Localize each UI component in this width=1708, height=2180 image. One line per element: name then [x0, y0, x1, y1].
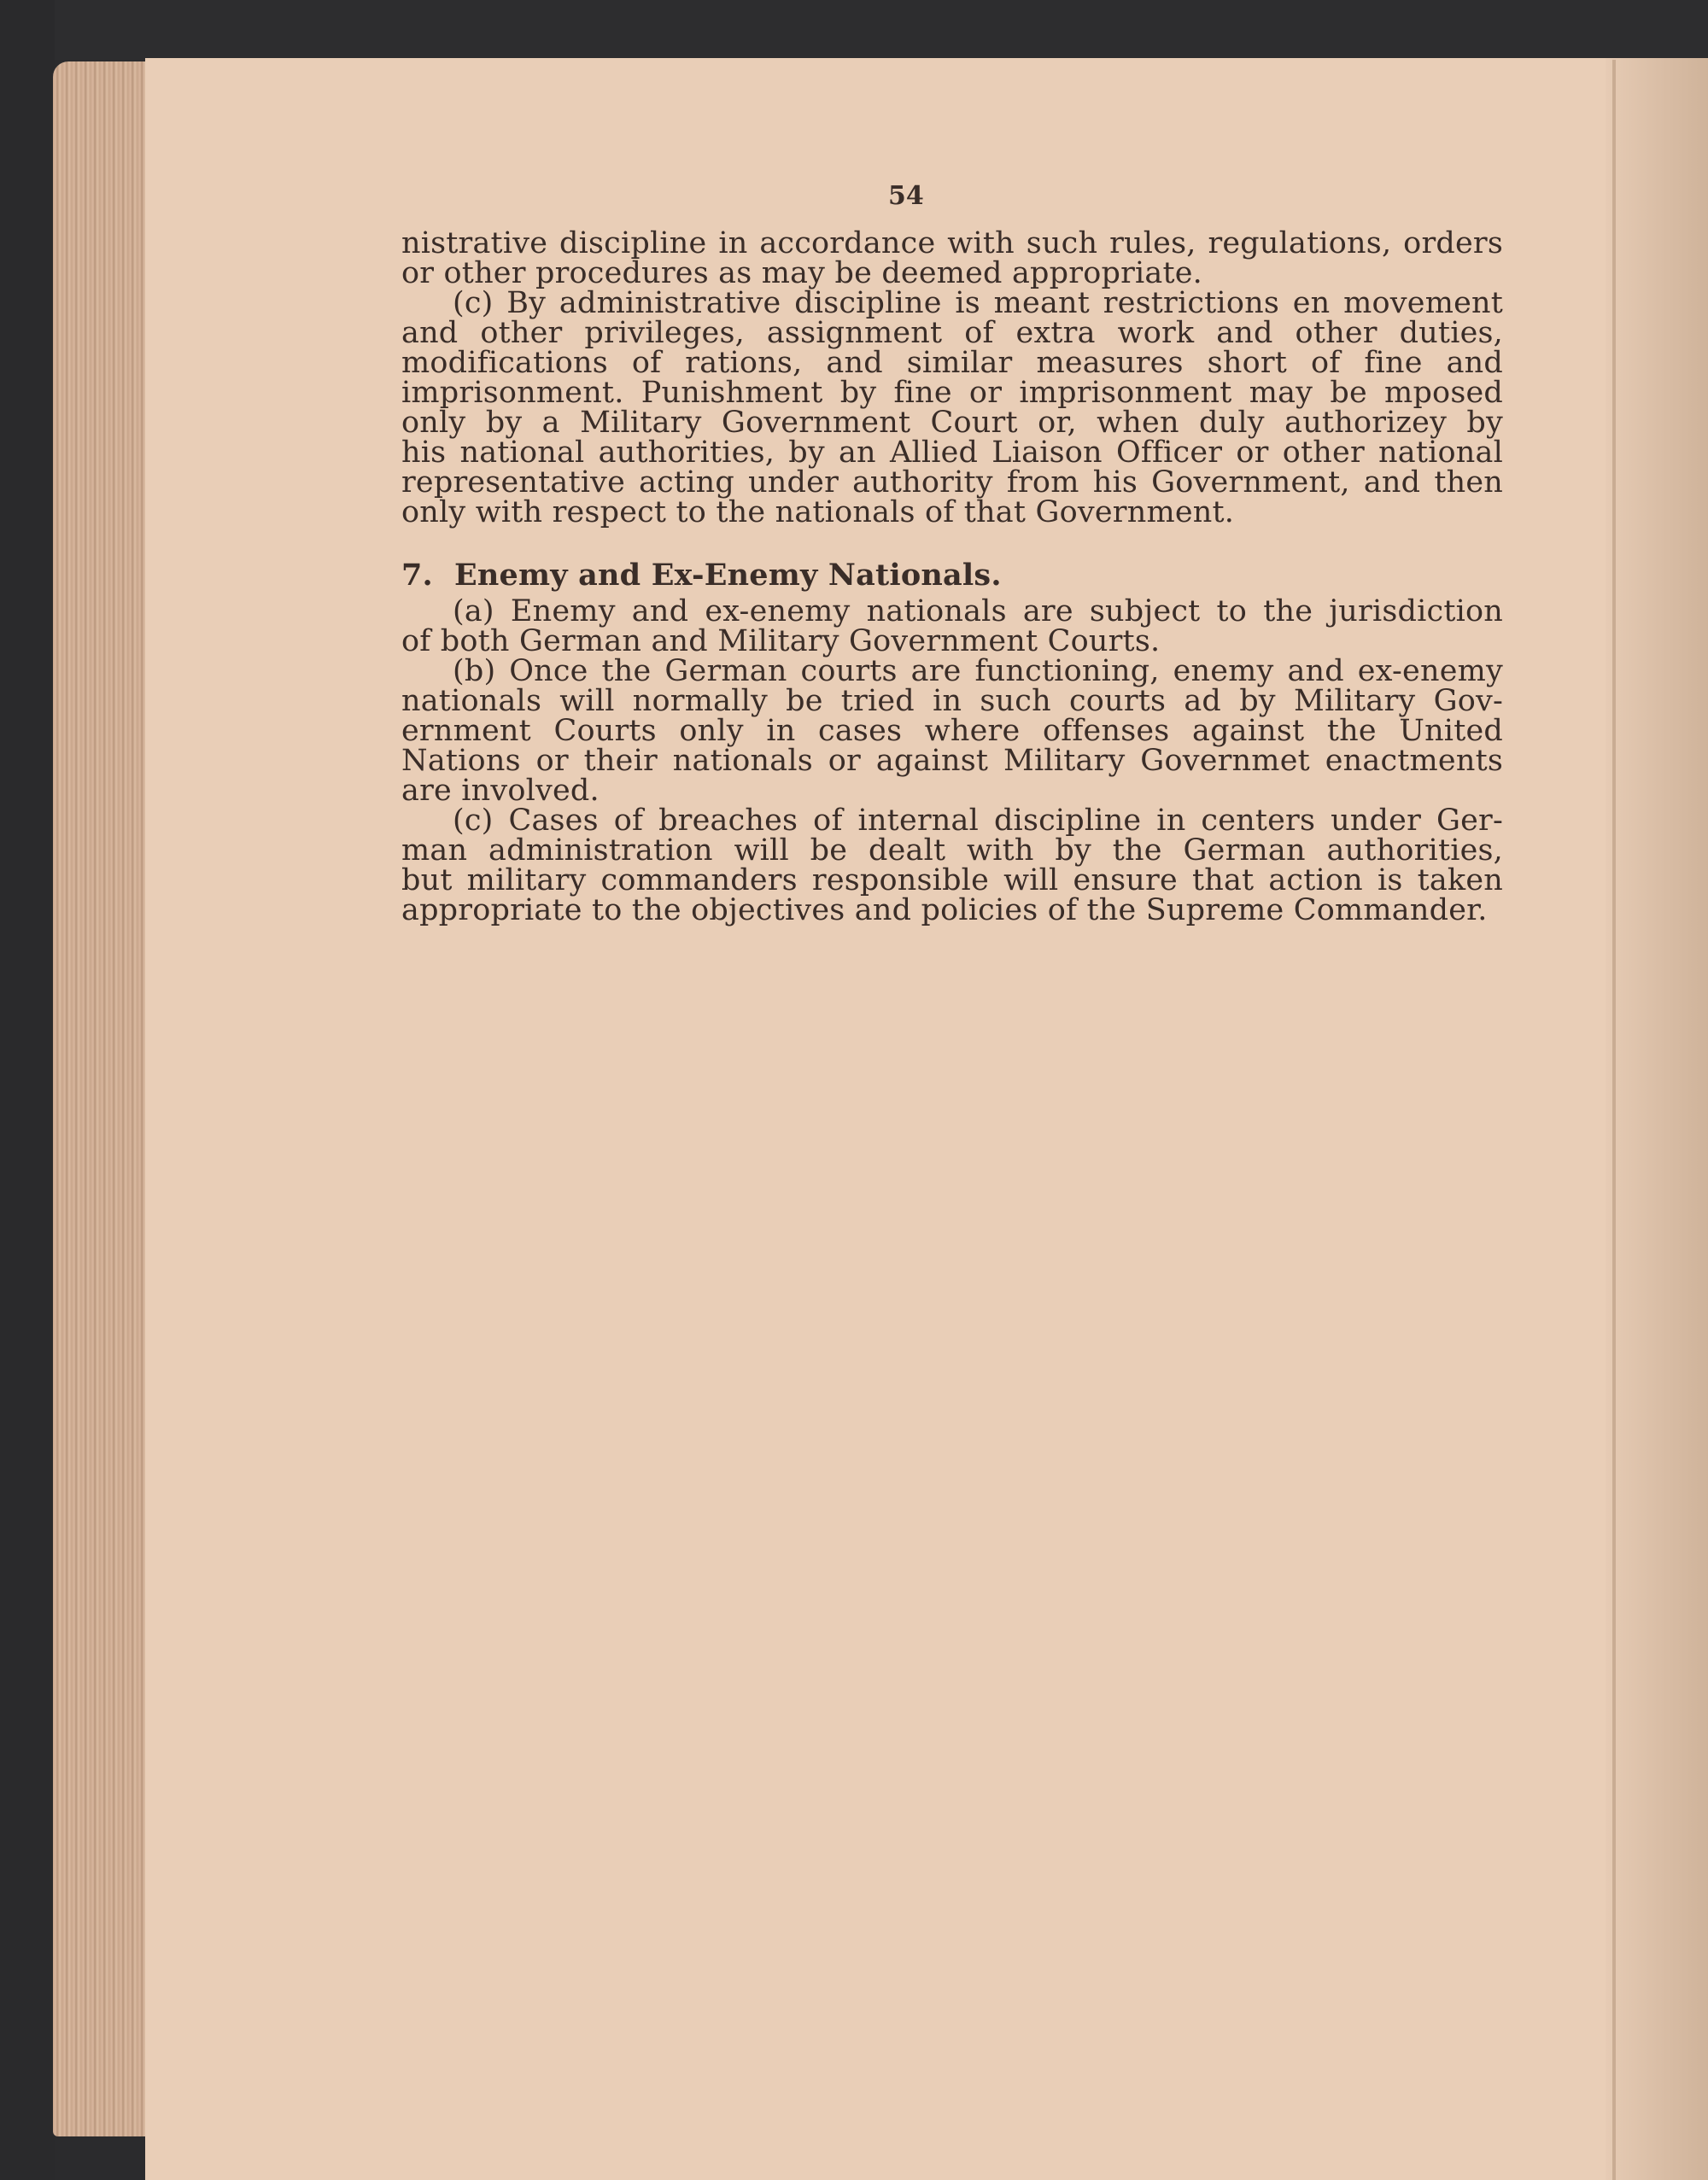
text-line: (a) Enemy and ex-enemy nationals are subject to the jurisdiction	[453, 594, 1503, 628]
text-line: of both German and Military Government Courts.	[401, 624, 1161, 658]
text-line: Nations or their nationals or against Military Governmet enactments	[401, 744, 1503, 778]
section-number: 7.	[401, 558, 433, 593]
text-line: nistrative discipline in accordance with such rules, regulations, orders	[401, 226, 1503, 260]
text-line: modifications of rations, and similar measures short of fine and	[401, 346, 1503, 380]
text-line: only with respect to the nationals of that Government.	[401, 495, 1235, 529]
book-gutter	[1606, 58, 1708, 2180]
page-number: 54	[888, 181, 924, 211]
text-line: (b) Once the German courts are functioning, enemy and ex-enemy	[453, 654, 1503, 688]
scanner-background-left	[0, 0, 55, 2180]
text-line: imprisonment. Punishment by fine or imprisonment may be mposed	[401, 376, 1503, 410]
text-line: and other privileges, assignment of extra work and other duties,	[401, 316, 1503, 350]
text-line: are involved.	[401, 774, 600, 808]
paragraph-continuation	[401, 226, 1503, 290]
body-text	[401, 226, 1503, 927]
text-line: his national authorities, by an Allied Liaison Officer or other national	[401, 435, 1503, 470]
text-line: ernment Courts only in cases where offenses against the United	[401, 714, 1503, 748]
gutter-fold	[1612, 60, 1616, 2180]
text-line: appropriate to the objectives and policies of the Supreme Commander.	[401, 893, 1488, 927]
text-line: (c) By administrative discipline is meant restrictions en movement	[453, 286, 1503, 320]
paragraph-a	[401, 594, 1503, 658]
text-line: (c) Cases of breaches of internal discipline in centers under Ger-	[453, 804, 1503, 838]
text-line: nationals will normally be tried in such courts ad by Military Gov-	[401, 684, 1503, 718]
section-heading	[401, 558, 1503, 593]
paragraph-c-internal-discipline	[401, 806, 1503, 926]
paragraph-c-administrative-discipline	[401, 286, 1503, 529]
text-line: man administration will be dealt with by the German authorities,	[401, 833, 1503, 868]
section-title: Enemy and Ex-Enemy Nationals.	[454, 558, 1002, 593]
text-line: only by a Military Government Court or, when duly authorizey by	[401, 406, 1503, 440]
text-line: or other procedures as may be deemed appropriate.	[401, 256, 1202, 290]
paragraph-b	[401, 654, 1503, 808]
text-line: representative acting under authority from his Government, and then	[401, 465, 1503, 500]
text-line: but military commanders responsible will ensure that action is taken	[401, 863, 1503, 897]
scanner-background-top	[0, 0, 1708, 60]
